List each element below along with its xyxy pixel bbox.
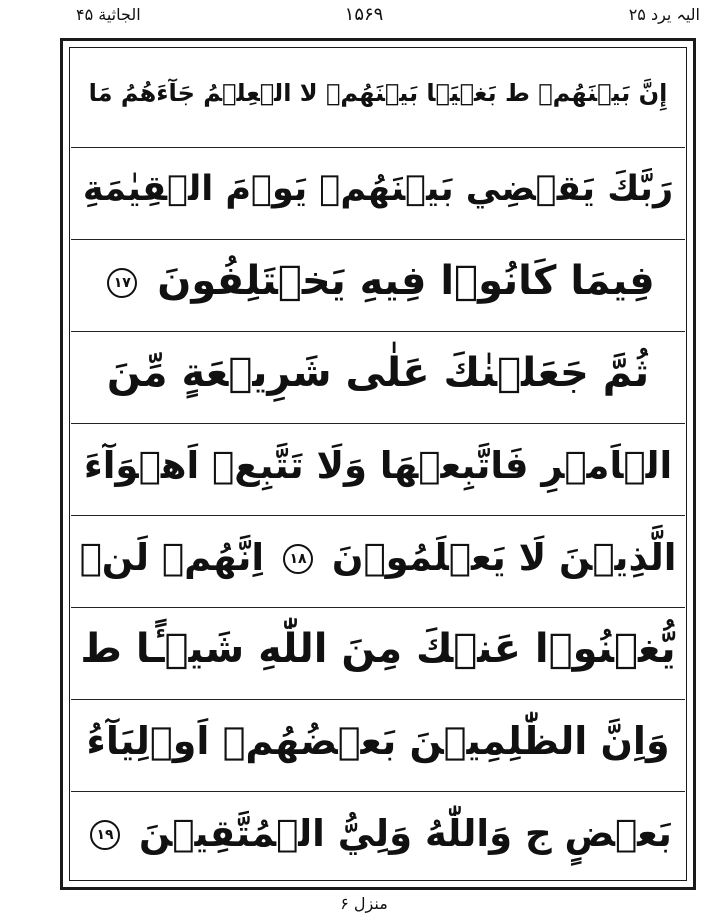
line-text: الۡاَمۡرِ فَاتَّبِعۡهَا وَلَا تَتَّبِعۡ اَهۡوَآءَ bbox=[83, 443, 673, 487]
line-text-part: الَّذِيۡنَ لَا يَعۡلَمُوۡنَ bbox=[331, 535, 677, 579]
line-text bbox=[101, 258, 655, 304]
text-line-3 bbox=[71, 241, 685, 321]
line-text: رَبَّكَ يَقۡضِي بَيۡنَهُمۡ يَوۡمَ الۡقِيٰمَةِ bbox=[82, 168, 674, 209]
line-separator bbox=[71, 699, 685, 700]
text-line-6 bbox=[71, 517, 685, 597]
ayah-marker-17: ۱۷ bbox=[107, 268, 137, 298]
line-text bbox=[84, 811, 672, 855]
line-separator bbox=[71, 515, 685, 516]
text-line-8 bbox=[71, 701, 685, 781]
line-text-part: اِنَّهُمۡ لَنۡ bbox=[79, 535, 265, 579]
line-text-part: فِيمَا كَانُوۡا فِيهِ يَخۡتَلِفُونَ bbox=[157, 258, 655, 304]
page-frame bbox=[60, 38, 696, 890]
line-text: وَاِنَّ الظّٰلِمِيۡنَ بَعۡضُهُمۡ اَوۡلِيَآءُ bbox=[86, 719, 670, 763]
text-line-5 bbox=[71, 425, 685, 505]
line-separator bbox=[71, 423, 685, 424]
line-text: يُّغۡنُوۡا عَنۡكَ مِنَ اللّٰهِ شَيۡـًٔا ط bbox=[80, 626, 676, 672]
line-text: ثُمَّ جَعَلۡنٰكَ عَلٰی شَرِيۡعَةٍ مِّنَ bbox=[106, 350, 650, 396]
ayah-marker-18: ۱۸ bbox=[283, 544, 313, 574]
text-line-4 bbox=[71, 333, 685, 413]
page-number: ۱۵۶۹ bbox=[344, 4, 384, 25]
line-text-part: بَعۡضٍ ج وَاللّٰهُ وَلِيُّ الۡمُتَّقِيۡنَ bbox=[138, 811, 672, 855]
line-separator bbox=[71, 147, 685, 148]
header-surah-name: الجاثیة ۴۵ bbox=[76, 5, 141, 24]
line-text bbox=[79, 535, 677, 579]
ayah-marker-19: ۱۹ bbox=[90, 820, 120, 850]
text-line-2 bbox=[71, 149, 685, 229]
line-separator bbox=[71, 331, 685, 332]
line-text: إِنَّ بَيۡنَهُمۡ ط بَغۡيَۢا بَيۡنَهُمۡ لا الۡعِلۡمُ جَآءَهُمُ مَا bbox=[88, 79, 668, 107]
text-line-7 bbox=[71, 609, 685, 689]
line-separator bbox=[71, 607, 685, 608]
line-separator bbox=[71, 791, 685, 792]
line-separator bbox=[71, 239, 685, 240]
text-line-9 bbox=[71, 793, 685, 873]
header-surah-para: الیہ یرد ۲۵ bbox=[628, 5, 700, 24]
footer-manzil: منزل ۶ bbox=[340, 894, 388, 913]
text-line-1 bbox=[71, 53, 685, 133]
